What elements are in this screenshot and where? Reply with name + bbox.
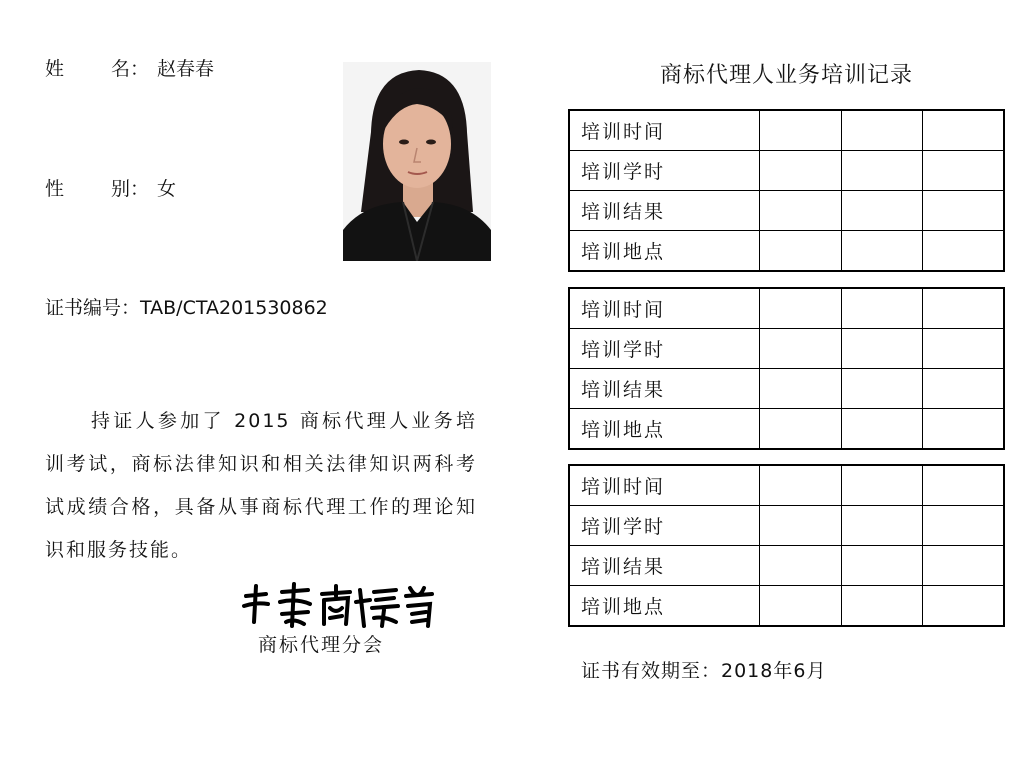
table-row: [569, 586, 1004, 627]
table-cell: [922, 409, 1004, 450]
table-cell: [922, 546, 1004, 586]
table-cell: [922, 329, 1004, 369]
table-cell: [760, 231, 841, 272]
gender-label-2: 别：: [111, 178, 150, 200]
table-cell: [922, 465, 1004, 506]
row-label: 培训学时: [569, 329, 760, 369]
table-cell: [760, 288, 841, 329]
table-cell: [922, 586, 1004, 627]
table-cell: [922, 110, 1004, 151]
issuer-branch: 商标代理分会: [258, 634, 385, 656]
name-label-1: 姓: [45, 58, 65, 80]
row-label: 培训结果: [569, 369, 760, 409]
training-record-block-1: [568, 109, 1005, 272]
table-row: [569, 409, 1004, 450]
row-label: 培训学时: [569, 151, 760, 191]
training-record-block-3: [568, 464, 1005, 627]
table-cell: [841, 465, 922, 506]
certificate-number-label: 证书编号：: [45, 297, 141, 319]
table-cell: [841, 110, 922, 151]
table-cell: [841, 191, 922, 231]
table-row: [569, 329, 1004, 369]
table-cell: [760, 506, 841, 546]
table-cell: [922, 288, 1004, 329]
table-row: [569, 288, 1004, 329]
table-cell: [760, 409, 841, 450]
table-row: [569, 110, 1004, 151]
table-row: [569, 369, 1004, 409]
table-cell: [760, 546, 841, 586]
table-cell: [922, 369, 1004, 409]
table-cell: [841, 409, 922, 450]
training-record-block-2: [568, 287, 1005, 450]
table-row: [569, 546, 1004, 586]
row-label: 培训时间: [569, 110, 760, 151]
row-label: 培训地点: [569, 409, 760, 450]
certificate-number-value: TAB/CTA201530862: [140, 297, 328, 319]
training-record-title: 商标代理人业务培训记录: [659, 63, 913, 88]
table-cell: [841, 546, 922, 586]
portrait-illustration: [343, 62, 491, 261]
table-row: [569, 231, 1004, 272]
certificate-validity: 证书有效期至：2018年6月: [581, 660, 827, 682]
table-cell: [922, 506, 1004, 546]
row-label: 培训结果: [569, 546, 760, 586]
row-label: 培训结果: [569, 191, 760, 231]
table-cell: [841, 151, 922, 191]
issuer-calligraphy-logo: [238, 582, 434, 630]
gender-value: 女: [157, 178, 177, 200]
table-cell: [760, 369, 841, 409]
row-label: 培训地点: [569, 586, 760, 627]
table-cell: [922, 231, 1004, 272]
table-cell: [841, 506, 922, 546]
table-cell: [922, 191, 1004, 231]
table-cell: [760, 110, 841, 151]
gender-label-1: 性: [45, 178, 65, 200]
table-cell: [841, 231, 922, 272]
table-cell: [841, 586, 922, 627]
table-cell: [760, 329, 841, 369]
row-label: 培训时间: [569, 465, 760, 506]
table-cell: [760, 151, 841, 191]
name-label-2: 名：: [111, 58, 150, 80]
table-cell: [841, 288, 922, 329]
certificate-statement: 持证人参加了 2015 商标代理人业务培训考试，商标法律知识和相关法律知识两科考试成绩合格，具备从事商标代理工作的理论知识和服务技能。: [45, 410, 477, 561]
table-row: [569, 465, 1004, 506]
table-cell: [922, 151, 1004, 191]
row-label: 培训学时: [569, 506, 760, 546]
table-cell: [841, 329, 922, 369]
row-label: 培训时间: [569, 288, 760, 329]
table-cell: [760, 191, 841, 231]
holder-photo: [343, 62, 491, 261]
table-cell: [760, 586, 841, 627]
row-label: 培训地点: [569, 231, 760, 272]
gender-row: [45, 177, 176, 201]
table-row: [569, 191, 1004, 231]
name-value: 赵春春: [157, 58, 215, 80]
table-row: [569, 151, 1004, 191]
name-row: [45, 57, 214, 81]
table-cell: [841, 369, 922, 409]
table-cell: [760, 465, 841, 506]
certificate-number-row: [45, 296, 328, 320]
table-row: [569, 506, 1004, 546]
